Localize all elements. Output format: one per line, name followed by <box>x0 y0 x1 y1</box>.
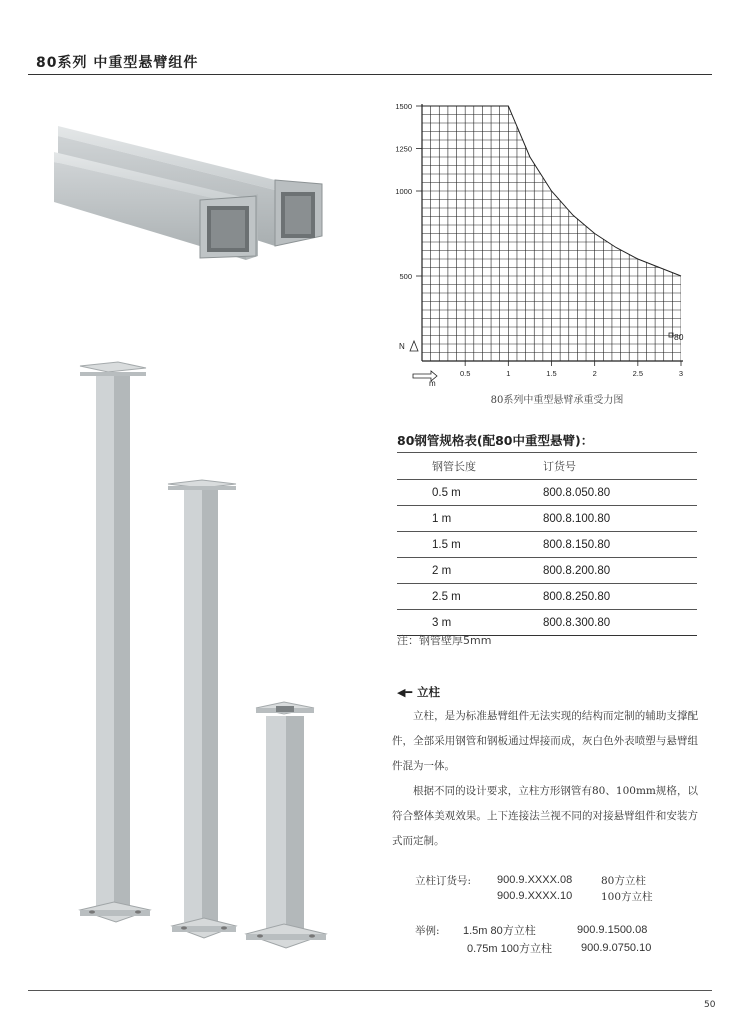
cell-length: 3 m <box>397 610 543 636</box>
table-row <box>397 532 697 558</box>
table-row <box>397 506 697 532</box>
y-tick-label: 500 <box>399 272 412 281</box>
cell-order-no: 800.8.150.80 <box>543 532 697 558</box>
cell-length: 2 m <box>397 558 543 584</box>
x-tick-label: 2 <box>592 369 597 378</box>
cell-order-no: 800.8.250.80 <box>543 584 697 610</box>
x-axis-label: m <box>429 379 436 388</box>
order-code-label: 立柱订货号: <box>415 874 472 887</box>
x-tick-label: 2.5 <box>632 369 644 378</box>
square-tubes-photo <box>50 118 330 268</box>
cell-order-no: 800.8.200.80 <box>543 558 697 584</box>
order-code: 900.9.XXXX.08 <box>497 874 573 886</box>
spec-table <box>397 452 697 636</box>
upright-paragraph-2: 根据不同的设计要求，立柱方形钢管有80、100mm规格，以符合整体美观效果。上下连接法兰视不同的对接悬臂组件和安装方式而定制。 <box>392 785 698 847</box>
upright-columns-photo <box>70 356 340 956</box>
page-number: 50 <box>704 1000 716 1010</box>
x-tick-label: 1 <box>506 369 511 378</box>
order-code-desc: 80方立柱 <box>601 874 646 887</box>
upright-paragraph-1: 立柱，是为标准悬臂组件无法实现的结构而定制的辅助支撑配件，全部采用钢管和钢板通过焊接而成，灰白色外表喷塑与悬臂组件混为一体。 <box>392 710 698 772</box>
left-arrow-icon: ◀━ <box>397 686 413 699</box>
x-axis-arrow-icon <box>413 371 437 381</box>
chart-caption: 80系列中重型悬臂承重受力图 <box>490 395 624 406</box>
cell-length: 1.5 m <box>397 532 543 558</box>
example-code: 900.9.1500.08 <box>577 924 648 936</box>
example-code: 900.9.0750.10 <box>581 942 652 954</box>
y-axis-label: N <box>399 342 405 351</box>
example-spec: 0.75m 100方立柱 <box>467 943 552 955</box>
y-tick-label: 1250 <box>395 144 412 154</box>
chart-grid <box>422 106 681 361</box>
x-tick-label: 1.5 <box>546 369 557 378</box>
y-axis-arrow-icon <box>410 341 418 351</box>
page-title: 80系列 中重型悬臂组件 <box>36 55 199 71</box>
upright-heading <box>397 684 440 700</box>
load-chart <box>383 96 713 396</box>
order-codes <box>415 872 705 904</box>
examples <box>415 921 710 957</box>
footer-divider <box>28 990 712 991</box>
x-tick-label: 3 <box>678 369 684 378</box>
table-row <box>397 558 697 584</box>
column-header-length: 钢管长度 <box>397 453 543 480</box>
spec-table-header <box>397 453 697 480</box>
cell-length: 0.5 m <box>397 480 543 506</box>
table-row <box>397 584 697 610</box>
x-tick-label: 0.5 <box>459 369 471 378</box>
column-header-order-no: 订货号 <box>543 453 697 480</box>
title-divider <box>28 74 712 75</box>
cell-order-no: 800.8.100.80 <box>543 506 697 532</box>
upright-heading-text: 立柱 <box>417 685 441 699</box>
cell-length: 1 m <box>397 506 543 532</box>
y-tick-label: 1500 <box>395 102 412 111</box>
spec-table-title: 80钢管规格表(配80中重型悬臂)： <box>397 433 594 448</box>
example-label: 举例: <box>415 924 440 937</box>
legend-label: 80 <box>674 332 684 342</box>
order-code-desc: 100方立柱 <box>601 890 653 903</box>
cell-order-no: 800.8.050.80 <box>543 480 697 506</box>
cell-order-no: 800.8.300.80 <box>543 610 697 636</box>
table-row <box>397 480 697 506</box>
example-spec: 1.5m 80方立柱 <box>463 925 536 937</box>
order-code: 900.9.XXXX.10 <box>497 890 573 902</box>
chart-ticks <box>395 102 683 378</box>
cell-length: 2.5 m <box>397 584 543 610</box>
spec-note: 注：钢管壁厚5mm <box>397 634 492 647</box>
y-tick-label: 1000 <box>395 187 412 196</box>
